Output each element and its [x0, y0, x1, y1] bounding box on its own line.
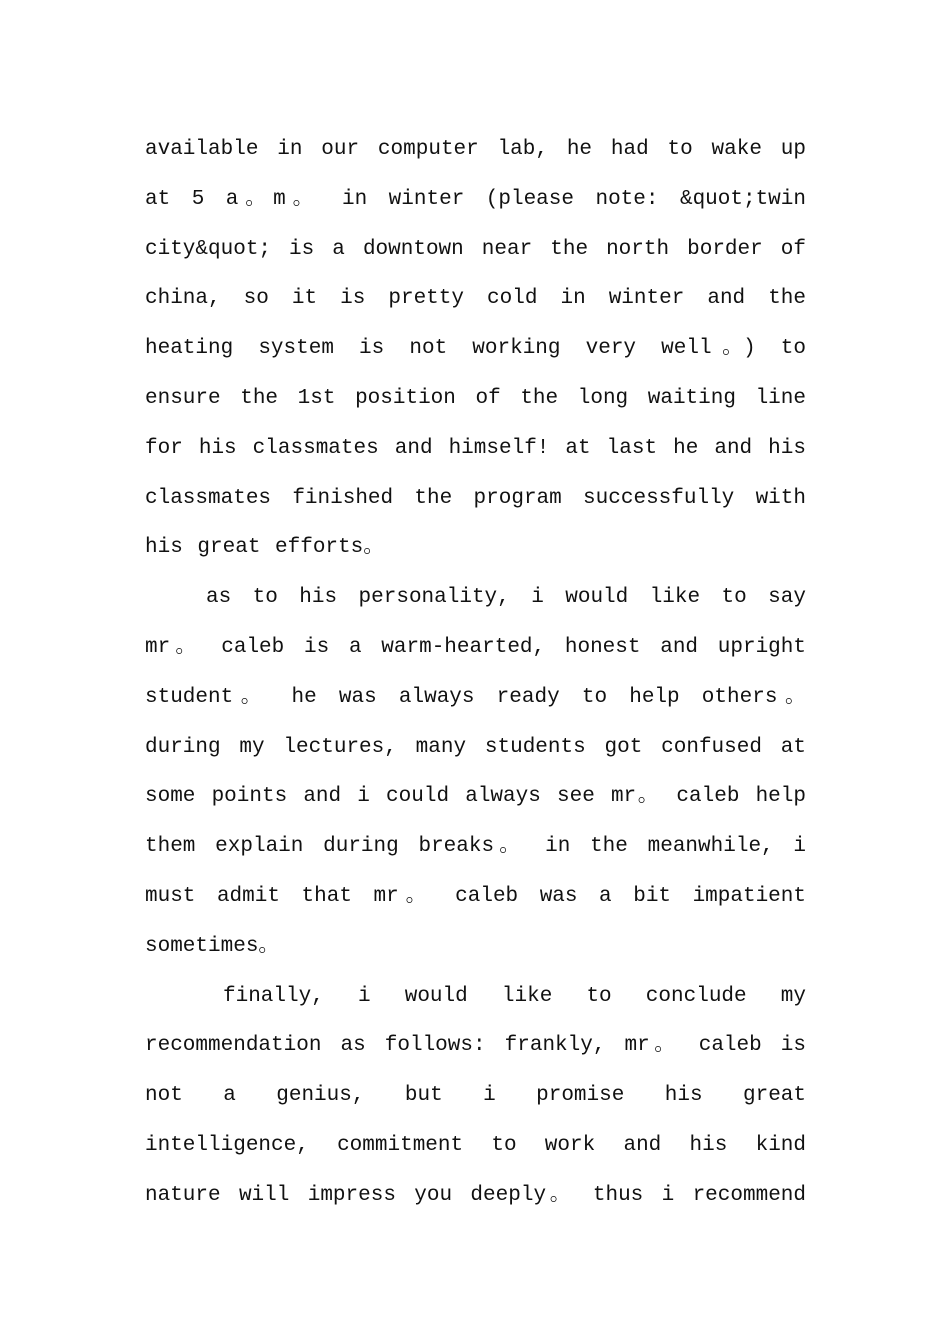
text-line: during my lectures, many students got confused at [145, 735, 806, 759]
text-line: available in our computer lab, he had to wake up [145, 138, 806, 161]
text-line: nature will impress you deeply。 thus i recommend [145, 1183, 806, 1207]
text-line: classmates finished the program successfully with [145, 486, 806, 510]
text-line: for his classmates and himself! at last he and his [145, 436, 806, 460]
text-line: them explain during breaks。 in the meanwhile, i [145, 835, 806, 859]
text-line: his great efforts。 [145, 536, 385, 560]
text-line: china, so it is pretty cold in winter and the [145, 287, 806, 311]
text-line: not a genius, but i promise his great [145, 1084, 806, 1108]
recommendation-letter-text [145, 125, 806, 1221]
text-line: some points and i could always see mr。 caleb help [145, 785, 806, 809]
text-line: at 5 a。m。 in winter (please note: &quot;twin [145, 187, 806, 211]
text-line: mr。 caleb is a warm-hearted, honest and upright [145, 635, 806, 659]
text-line: ensure the 1st position of the long waiting line [145, 386, 806, 410]
text-line: must admit that mr。 caleb was a bit impatient [145, 884, 806, 908]
text-line: heating system is not working very well。) to [145, 337, 806, 361]
text-line: sometimes。 [145, 934, 280, 958]
paragraph-start-line: finally, i would like to conclude my [223, 984, 806, 1008]
text-line: city&quot; is a downtown near the north border of [145, 237, 806, 261]
text-line: recommendation as follows: frankly, mr。 caleb is [145, 1034, 806, 1058]
text-line: intelligence, commitment to work and his kind [145, 1133, 806, 1157]
text-line: student。 he was always ready to help others。 [145, 685, 806, 709]
paragraph-start-line: as to his personality, i would like to say [206, 586, 806, 610]
